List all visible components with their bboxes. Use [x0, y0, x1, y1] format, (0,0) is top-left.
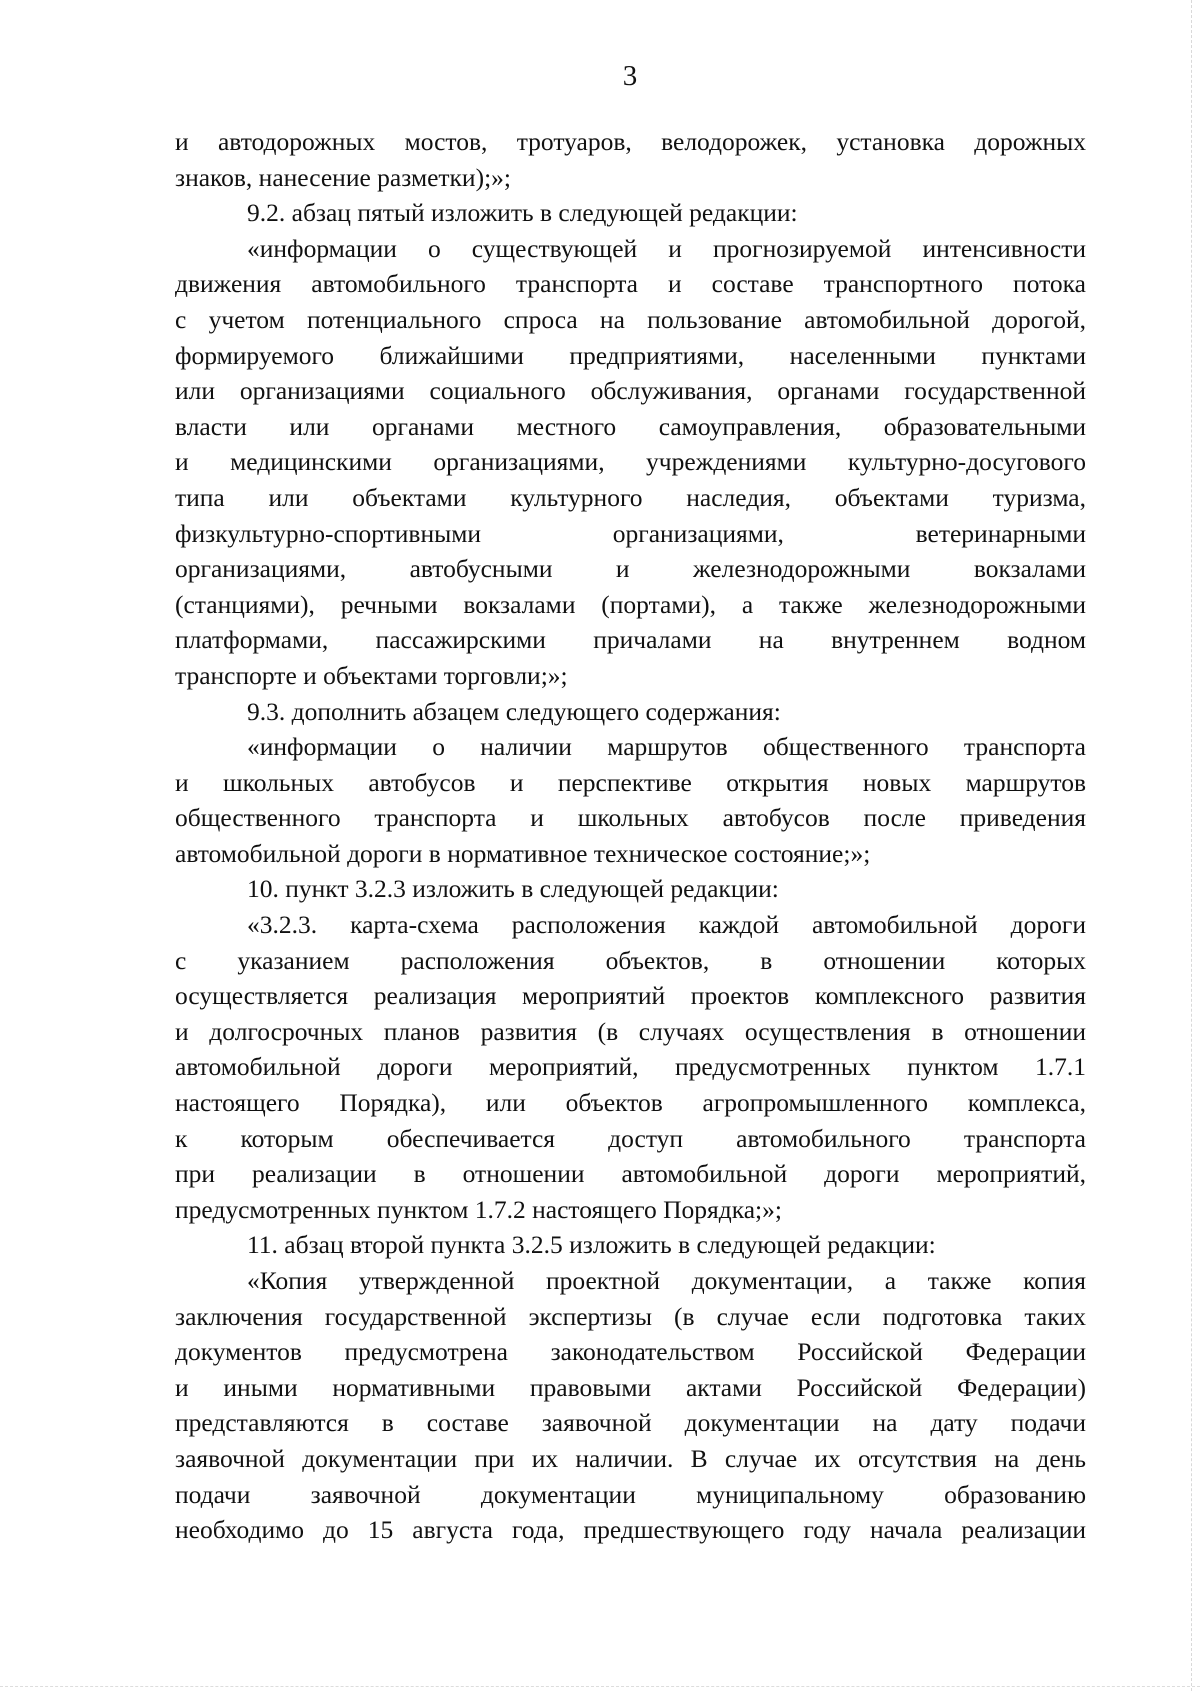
text-line: формируемого ближайшими предприятиями, населенными пунктами — [175, 340, 1086, 370]
text-line: 9.3. дополнить абзацем следующего содержания: — [247, 696, 781, 726]
scan-edge-bottom — [0, 1685, 1200, 1687]
text-line: и иными нормативными правовыми актами Российской Федерации) — [175, 1372, 1086, 1402]
text-line: предусмотренных пунктом 1.7.2 настоящего Порядка;»; — [175, 1194, 782, 1224]
text-line: необходимо до 15 августа года, предшествующего году начала реализации — [175, 1515, 1086, 1545]
text-line: организациями, автобусными и железнодорожными вокзалами — [175, 554, 1086, 584]
document-body — [175, 124, 1086, 1548]
text-line: «Копия утвержденной проектной документации, а также копия — [247, 1266, 1086, 1295]
text-line: заявочной документации при их наличии. В случае их отсутствия на день — [175, 1443, 1086, 1473]
text-line: и автодорожных мостов, тротуаров, велодорожек, установка дорожных — [175, 127, 1086, 156]
text-line: и медицинскими организациями, учреждениями культурно-досугового — [175, 447, 1086, 477]
text-line: «информации о наличии маршрутов общественного транспорта — [247, 732, 1086, 762]
text-line: 9.2. абзац пятый изложить в следующей редакции: — [247, 198, 798, 228]
text-line: с учетом потенциального спроса на пользование автомобильной дорогой, — [175, 304, 1086, 334]
text-line: и долгосрочных планов развития (в случаях осуществления в отношении — [175, 1016, 1086, 1046]
text-line: документов предусмотрена законодательством Российской Федерации — [175, 1337, 1086, 1367]
text-line: настоящего Порядка), или объектов агропромышленного комплекса, — [175, 1088, 1086, 1118]
text-line: заключения государственной экспертизы (в случае если подготовка таких — [175, 1301, 1086, 1331]
text-line: осуществляется реализация мероприятий проектов комплексного развития — [175, 981, 1086, 1011]
text-line: транспорте и объектами торговли;»; — [175, 660, 568, 690]
scan-edge-right — [1190, 0, 1192, 1691]
text-line: «информации о существующей и прогнозируемой интенсивности — [247, 233, 1086, 263]
text-line: знаков, нанесение разметки);»; — [175, 162, 511, 192]
text-line: «3.2.3. карта-схема расположения каждой автомобильной дороги — [247, 910, 1086, 940]
text-line: физкультурно-спортивными организациями, ветеринарными — [175, 518, 1086, 548]
text-line: представляются в составе заявочной документации на дату подачи — [175, 1408, 1086, 1438]
text-line: 11. абзац второй пункта 3.2.5 изложить в следующей редакции: — [247, 1230, 936, 1260]
text-line: при реализации в отношении автомобильной дороги мероприятий, — [175, 1159, 1086, 1189]
text-line: общественного транспорта и школьных автобусов после приведения — [175, 803, 1086, 833]
text-line: или организациями социального обслуживания, органами государственной — [175, 376, 1086, 406]
text-line: и школьных автобусов и перспективе открытия новых маршрутов — [175, 767, 1086, 797]
text-line: автомобильной дороги мероприятий, предусмотренных пунктом 1.7.1 — [175, 1052, 1086, 1082]
text-line: движения автомобильного транспорта и составе транспортного потока — [175, 269, 1086, 299]
text-line: подачи заявочной документации муниципальному образованию — [175, 1479, 1086, 1509]
text-line: типа или объектами культурного наследия, объектами туризма, — [175, 482, 1086, 512]
text-line: платформами, пассажирскими причалами на внутреннем водном — [175, 625, 1086, 655]
text-line: к которым обеспечивается доступ автомобильного транспорта — [175, 1123, 1086, 1153]
text-line: (станциями), речными вокзалами (портами), а также железнодорожными — [175, 589, 1086, 619]
text-line: 10. пункт 3.2.3 изложить в следующей редакции: — [247, 874, 779, 904]
text-line: с указанием расположения объектов, в отношении которых — [175, 945, 1086, 975]
page-number: 3 — [622, 60, 638, 92]
text-line: власти или органами местного самоуправления, образовательными — [175, 411, 1086, 441]
text-line: автомобильной дороги в нормативное техническое состояние;»; — [175, 838, 871, 868]
